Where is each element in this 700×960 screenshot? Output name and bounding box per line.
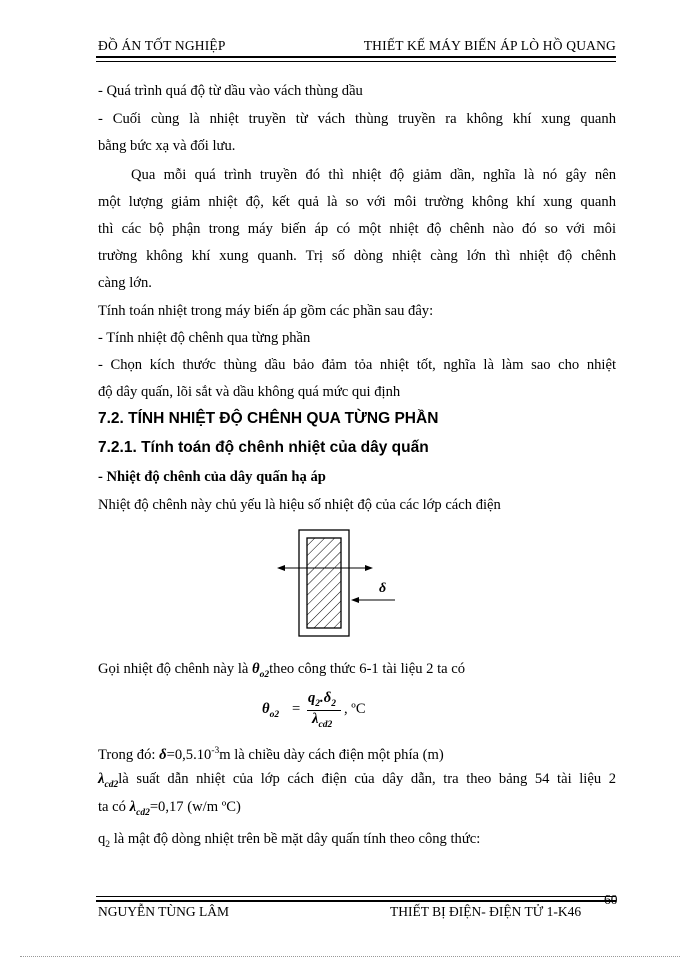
formula-denominator — [312, 711, 332, 730]
list-item-2-line-2: độ dây quấn, lõi sắt và dầu không quá mức qui định — [98, 384, 401, 400]
denominator-sub: cd2 — [318, 719, 333, 730]
formula-intro-pre: Gọi nhiệt độ chênh này là — [98, 661, 249, 677]
numerator-delta: δ — [323, 690, 332, 706]
formula-theta: θ — [262, 701, 270, 717]
list-item-2-line-1: - Chọn kích thước thùng dầu bảo đảm tỏa nhiệt tốt, nghĩa là làm sao cho nhiệt — [98, 357, 616, 373]
bullet-2-line-2: bằng bức xạ và đối lưu. — [98, 138, 236, 154]
theta-symbol — [252, 661, 270, 680]
lambda-value: =0,17 (w/m ºC) — [149, 799, 241, 815]
formula-lhs — [262, 701, 279, 720]
numerator-dot: . — [320, 690, 324, 706]
q2-char: q — [98, 831, 106, 847]
lambda-char-2: λ — [129, 799, 137, 815]
subsection-heading: 7.2.1. Tính toán độ chênh nhiệt của dây quấn — [98, 439, 429, 456]
delta-label: δ — [379, 581, 387, 596]
bullet-2-line-1: - Cuối cùng là nhiệt truyền từ vách thùng truyền ra không khí xung quanh — [98, 111, 616, 127]
list-item-1: - Tính nhiệt độ chênh qua từng phần — [98, 330, 311, 346]
page-number: 60 — [604, 892, 618, 907]
footer-left: NGUYỄN TÙNG LÂM — [98, 904, 229, 919]
paragraph-3: Nhiệt độ chênh này chủ yếu là hiệu số nhiệt độ của các lớp cách điện — [98, 497, 501, 513]
insulation-layer-figure — [275, 528, 415, 640]
lambda-char: λ — [98, 771, 105, 787]
page-boundary — [20, 956, 680, 957]
section-heading: 7.2. TÍNH NHIỆT ĐỘ CHÊNH QUA TỪNG PHẦN — [98, 410, 439, 427]
delta-exponent: -3 — [211, 746, 220, 756]
formula-unit: , ºC — [344, 701, 366, 717]
delta-value: =0,5.10 — [166, 746, 212, 763]
footer-right: THIẾT BỊ ĐIỆN- ĐIỆN TỬ 1-K46 — [390, 904, 582, 919]
formula-equals: = — [292, 701, 301, 717]
denominator-lambda: λ — [312, 711, 319, 727]
theta-char: θ — [252, 661, 260, 677]
q2-line — [98, 826, 616, 859]
header-right: THIẾT KẾ MÁY BIẾN ÁP LÒ HỒ QUANG — [363, 38, 616, 53]
delta-symbol: δ — [159, 746, 167, 763]
lambda-description: là suất dẫn nhiệt của lớp cách điện của dây dẫn, tra theo bảng 54 tài liệu 2 — [118, 771, 616, 787]
formula-intro-post: theo công thức 6-1 tài liệu 2 ta có — [269, 661, 466, 677]
paragraph-1-line-5: càng lớn. — [98, 275, 152, 291]
lambda-symbol — [98, 771, 119, 790]
arrow-head-right — [365, 565, 373, 571]
lambda-line-2-pre: ta có — [98, 799, 126, 815]
lambda-symbol-2 — [129, 799, 150, 818]
trong-do-label: Trong đó: — [98, 746, 156, 763]
header-rule-thin — [96, 61, 616, 62]
numerator-q-sub: 2 — [315, 698, 321, 709]
header-left: ĐỒ ÁN TỐT NGHIỆP — [98, 38, 226, 53]
delta-description: m là chiều dày cách điện một phía (m) — [219, 746, 444, 763]
paragraph-1-line-3: thì các bộ phận trong máy biến áp có một nhiệt độ chênh nào đó so với môi — [98, 221, 616, 237]
footer-rule-thick — [96, 900, 616, 902]
numerator-q: q — [308, 690, 316, 706]
formula-theta-sub: o2 — [269, 709, 280, 720]
footer-rule-thin — [96, 896, 616, 897]
lambda-line-2 — [98, 794, 616, 827]
bullet-1: - Quá trình quá độ từ dầu vào vách thùng dầu — [98, 83, 363, 99]
q2-description: là mật độ dòng nhiệt trên bề mặt dây quấn tính theo công thức: — [110, 831, 481, 847]
arrow-head-left — [277, 565, 285, 571]
thickness-arrow-head — [351, 597, 359, 603]
q2-subscript: 2 — [105, 839, 111, 850]
formula-numerator — [308, 690, 336, 709]
hatched-conductor-rect — [307, 538, 341, 628]
lambda-subscript-2: cd2 — [136, 807, 150, 818]
numerator-delta-sub: 2 — [331, 698, 336, 709]
header-rule-thick — [96, 56, 616, 58]
paragraph-1-line-4: trường không khí xung quanh. Trị số dòng nhiệt càng lớn thì nhiệt độ chênh — [98, 248, 616, 264]
subheading: - Nhiệt độ chênh của dây quấn hạ áp — [98, 469, 326, 485]
theta-subscript: o2 — [259, 669, 270, 680]
formula-intro — [98, 656, 616, 689]
paragraph-1-line-2: một lượng giảm nhiệt độ, kết quả là so với môi trường không khí xung quanh — [98, 194, 616, 210]
paragraph-1-line-1: Qua mỗi quá trình truyền đó thì nhiệt độ giảm dần, nghĩa là nó gây nên — [131, 167, 616, 183]
paragraph-2: Tính toán nhiệt trong máy biến áp gồm các phần sau đây: — [98, 303, 434, 319]
trong-do-line — [98, 738, 616, 769]
lambda-subscript: cd2 — [104, 779, 119, 790]
